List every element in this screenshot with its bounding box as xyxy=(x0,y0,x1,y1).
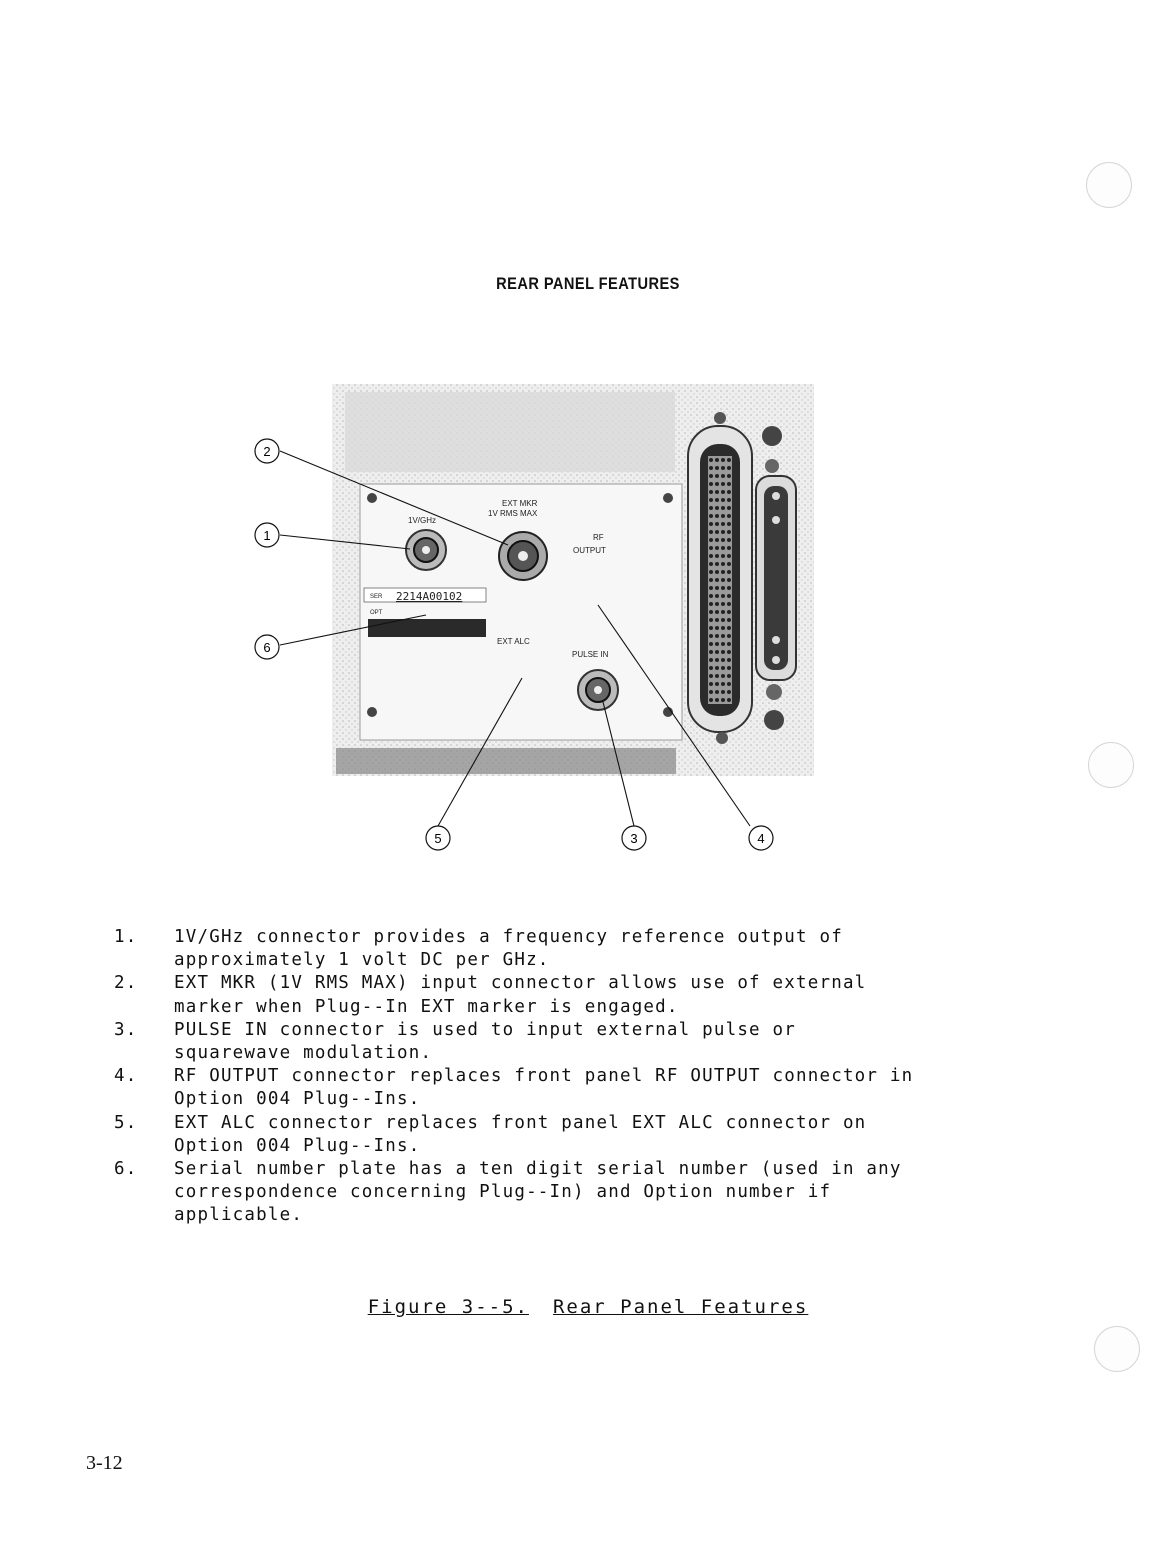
figure-caption xyxy=(0,1296,1176,1318)
callout-6 xyxy=(255,635,279,659)
callout-5 xyxy=(426,826,450,850)
callout-2 xyxy=(255,439,279,463)
list-item xyxy=(114,1065,1074,1111)
panel-top-edge xyxy=(345,392,675,472)
page-heading: REAR PANEL FEATURES xyxy=(496,274,680,293)
punch-hole-bottom xyxy=(1094,1326,1140,1372)
list-item-number: 2. xyxy=(114,973,138,994)
list-item-text: PULSE IN connector is used to input external pulse or squarewave modulation. xyxy=(174,1019,797,1064)
list-item-number: 1. xyxy=(114,927,138,947)
list-item-text: RF OUTPUT connector replaces front panel RF OUTPUT connector in Option 004 Plug--Ins. xyxy=(174,1066,914,1110)
list-item-number: 4. xyxy=(114,1066,138,1087)
list-item-number: 6. xyxy=(114,1159,138,1180)
callout-3 xyxy=(622,826,646,850)
ext-alc-label: EXT ALC xyxy=(497,637,530,646)
callout-number: 3 xyxy=(630,831,638,846)
list-item-text: EXT ALC connector replaces front panel EXT ALC connector on Option 004 Plug--Ins. xyxy=(174,1112,867,1156)
list-item xyxy=(114,972,1074,1018)
ext-mkr-label: EXT MKR xyxy=(502,499,538,508)
rf-label: RF xyxy=(593,533,604,542)
option-plate xyxy=(368,619,486,637)
list-item xyxy=(114,1019,1074,1065)
panel-shadow xyxy=(336,748,676,774)
screw-icon xyxy=(367,493,377,503)
callout-1 xyxy=(255,523,279,547)
callout-number: 4 xyxy=(757,831,765,846)
screw-icon xyxy=(663,493,673,503)
list-item-text: 1V/GHz connector provides a frequency reference output of approximately 1 volt DC per GHz. xyxy=(174,927,843,971)
v-ghz-connector xyxy=(406,530,446,570)
serial-number: 2214A00102 xyxy=(396,590,463,603)
callout-number: 2 xyxy=(263,444,271,459)
list-item-number: 5. xyxy=(114,1112,138,1133)
list-item-text: EXT MKR (1V RMS MAX) input connector allows use of external marker when Plug--In EXT marker is engaged. xyxy=(174,973,867,1017)
v-ghz-label: 1V/GHz xyxy=(408,516,437,525)
list-item-number: 3. xyxy=(114,1019,138,1040)
screw-icon xyxy=(714,412,726,424)
callout-number: 1 xyxy=(263,528,271,543)
interface-connector xyxy=(688,426,752,732)
rms-max-label: 1V RMS MAX xyxy=(488,509,538,518)
page-number: 3-12 xyxy=(86,1452,123,1474)
caption-figure-number: Figure 3--5. xyxy=(367,1296,529,1318)
feature-list xyxy=(114,926,1074,1228)
pulse-in-connector xyxy=(578,670,618,710)
list-item xyxy=(114,1112,1074,1158)
ext-mkr-connector xyxy=(499,532,547,580)
screw-icon xyxy=(766,684,782,700)
d-sub-connector xyxy=(756,476,796,680)
screw-icon xyxy=(765,459,779,473)
screw-icon xyxy=(764,710,784,730)
callout-4 xyxy=(749,826,773,850)
list-item xyxy=(114,926,1074,972)
callout-number: 6 xyxy=(263,640,271,655)
list-item xyxy=(114,1158,1074,1228)
output-label: OUTPUT xyxy=(573,546,606,555)
opt-prefix: OPT xyxy=(370,610,383,616)
pulse-in-label: PULSE IN xyxy=(572,650,609,659)
list-item-text: Serial number plate has a ten digit serial number (used in any correspondence concerning Plug--In) and Option number if applicable. xyxy=(174,1159,902,1226)
screw-icon xyxy=(716,732,728,744)
callout-number: 5 xyxy=(434,831,442,846)
screw-icon xyxy=(762,426,782,446)
serial-prefix: SER xyxy=(370,594,383,600)
caption-title: Rear Panel Features xyxy=(552,1296,809,1318)
screw-icon xyxy=(367,707,377,717)
